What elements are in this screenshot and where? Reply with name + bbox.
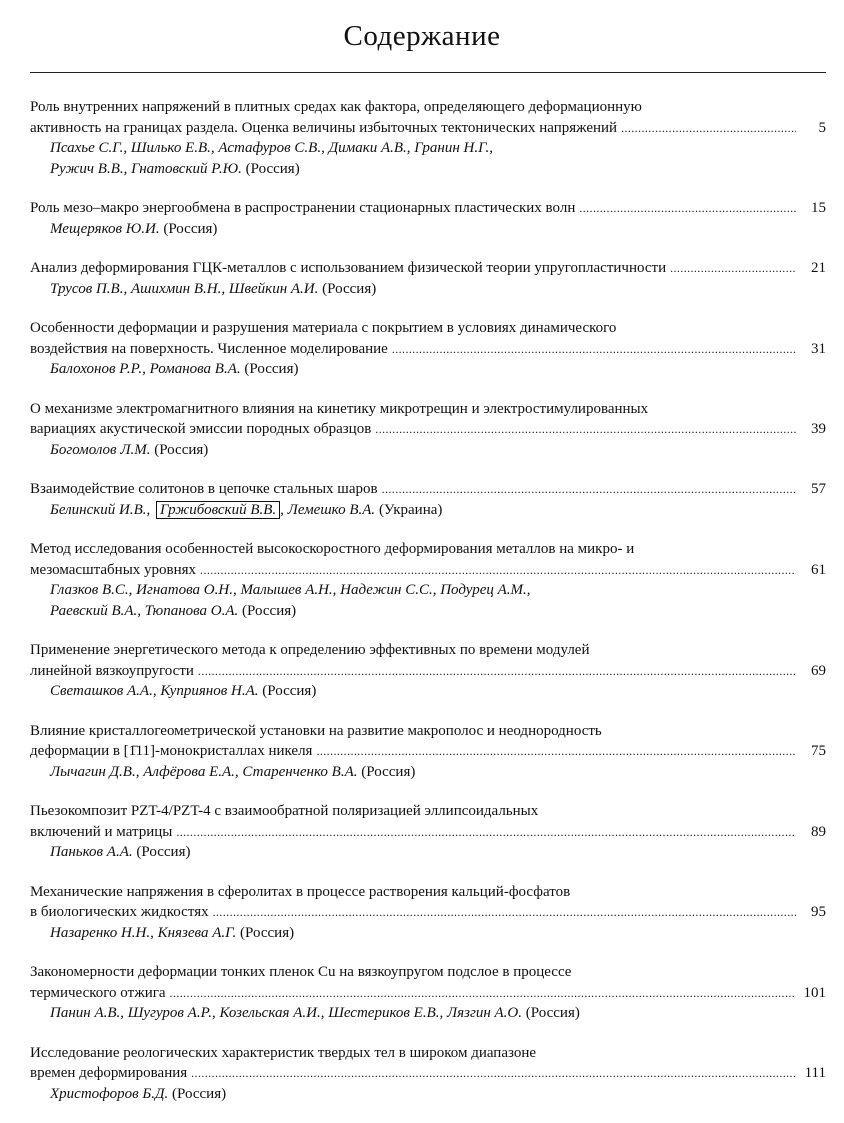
toc-entry[interactable] <box>30 882 826 944</box>
toc-entry[interactable] <box>30 1043 826 1105</box>
entry-title-line <box>30 902 826 923</box>
entry-title-line <box>30 882 826 903</box>
entry-title-line <box>30 741 826 762</box>
entry-title: Метод исследования особенностей высокоскоростного деформирования металлов на микро- и <box>30 541 635 557</box>
author-line <box>30 923 826 944</box>
table-of-contents <box>30 97 826 1123</box>
page-number: 21 <box>811 260 826 276</box>
entry-title: Роль внутренних напряжений в плитных средах как фактора, определяющего деформационную <box>30 99 642 115</box>
author-line <box>30 1084 826 1105</box>
entry-title-line <box>30 399 826 420</box>
author-country: (Россия) <box>163 220 218 237</box>
entry-title: Особенности деформации и разрушения материала с покрытием в условиях динамического <box>30 320 617 336</box>
author-names: Мещеряков Ю.И. <box>50 220 160 237</box>
author-country: (Россия) <box>245 160 300 177</box>
entry-title-line <box>30 801 826 822</box>
author-line <box>30 440 826 461</box>
author-line <box>30 762 826 783</box>
entry-title-line <box>30 560 826 581</box>
author-names: Светашков А.А., Куприянов Н.А. <box>50 683 259 699</box>
author-line <box>30 138 826 159</box>
author-names: Христофоров Б.Д. <box>50 1085 169 1102</box>
dot-leader <box>176 822 796 843</box>
entry-title: Анализ деформирования ГЦК-металлов с использованием физической теории упругопластичности <box>30 260 667 276</box>
author-country: (Россия) <box>262 683 317 699</box>
author-names: Богомолов Л.М. <box>50 441 151 458</box>
dot-leader <box>382 479 796 500</box>
entry-title: в биологических жидкостях <box>30 904 209 920</box>
author-country: (Россия) <box>240 924 295 941</box>
page-number: 95 <box>811 904 826 920</box>
toc-entry[interactable] <box>30 962 826 1024</box>
entry-title-line <box>30 539 826 560</box>
page-title: Содержание <box>343 20 501 52</box>
author-names: Белинский И.В., <box>50 501 151 518</box>
author-line <box>30 601 826 622</box>
author-country: (Россия) <box>322 280 377 297</box>
entry-title: мезомасштабных уровнях <box>30 561 197 578</box>
entry-title-line <box>30 983 826 1004</box>
author-line <box>30 159 826 180</box>
entry-title: Применение энергетического метода к определению эффективных по времени модулей <box>30 642 590 658</box>
page-number: 57 <box>811 481 826 497</box>
entry-title: Исследование реологических характеристик твердых тел в широком диапазоне <box>30 1044 537 1061</box>
entry-title-line <box>30 1063 826 1084</box>
entry-title-line <box>30 97 826 118</box>
author-names: Паньков А.А. <box>50 844 133 860</box>
author-line <box>30 279 826 300</box>
page-number: 31 <box>811 340 826 357</box>
entry-title-line <box>30 258 826 279</box>
author-names: Назаренко Н.Н., Князева А.Г. <box>50 924 237 941</box>
entry-title: деформации в [1̄11]-монокристаллах никеля <box>30 743 313 759</box>
entry-title: Роль мезо–макро энергообмена в распространении стационарных пластических волн <box>30 200 576 216</box>
entry-title: Взаимодействие солитонов в цепочке стальных шаров <box>30 481 378 497</box>
toc-entry[interactable] <box>30 539 826 621</box>
author-country: (Россия) <box>244 361 299 377</box>
dot-leader <box>213 902 796 923</box>
author-country: (Россия) <box>361 763 416 780</box>
entry-title: включений и матрицы <box>30 823 173 840</box>
page-number: 61 <box>811 561 826 578</box>
author-names: Панин А.В., Шугуров А.Р., Козельская А.И., Шестериков Е.В., Лязгин А.О. <box>50 1005 523 1021</box>
dot-leader <box>200 560 796 581</box>
author-country: (Россия) <box>136 844 191 860</box>
entry-title-line <box>30 198 826 219</box>
dot-leader <box>375 419 796 440</box>
author-country: (Украина) <box>378 501 443 518</box>
entry-title: активность на границах раздела. Оценка величины избыточных тектонических напряжений <box>30 119 618 136</box>
author-names: Трусов П.В., Ашихмин В.Н., Швейкин А.И. <box>50 280 319 297</box>
dot-leader <box>621 118 796 139</box>
author-line <box>30 842 826 863</box>
dot-leader <box>170 983 796 1004</box>
author-line <box>30 500 826 521</box>
toc-entry[interactable] <box>30 479 826 520</box>
entry-title: линейной вязкоупругости <box>30 662 194 679</box>
author-names: Ружич В.В., Гнатовский Р.Ю. <box>50 160 242 177</box>
entry-title: Пьезокомпозит PZT-4/PZT-4 с взаимообратной поляризацией эллипсоидальных <box>30 803 539 819</box>
toc-entry[interactable] <box>30 399 826 461</box>
entry-title: времен деформирования <box>30 1065 188 1081</box>
author-line <box>30 681 826 702</box>
dot-leader <box>579 198 796 219</box>
toc-entry[interactable] <box>30 640 826 702</box>
toc-entry[interactable] <box>30 97 826 179</box>
entry-title-line <box>30 339 826 360</box>
dot-leader <box>316 741 796 762</box>
entry-title-line <box>30 419 826 440</box>
entry-title: вариациях акустической эмиссии породных образцов <box>30 421 372 437</box>
author-names: Лычагин Д.В., Алфёрова Е.А., Старенченко В.А. <box>50 763 358 780</box>
toc-entry[interactable] <box>30 258 826 299</box>
entry-title: О механизме электромагнитного влияния на кинетику микротрещин и электростимулированных <box>30 400 649 417</box>
dot-leader <box>198 661 796 682</box>
page-number: 89 <box>811 823 826 840</box>
author-names: Псахье С.Г., Шилько Е.В., Астафуров С.В., Димаки А.В., Гранин Н.Г., <box>50 140 494 156</box>
author-country: (Россия) <box>154 441 209 458</box>
author-line <box>30 359 826 380</box>
dot-leader <box>191 1063 796 1084</box>
author-country: (Россия) <box>525 1005 580 1021</box>
dot-leader <box>392 339 796 360</box>
author-names: , Лемешко В.А. <box>280 501 376 518</box>
toc-entry[interactable] <box>30 198 826 239</box>
entry-title: термического отжига <box>30 984 166 1001</box>
author-line <box>30 1003 826 1024</box>
highlighted-author: Гржибовский В.В. <box>156 501 280 519</box>
title-divider <box>30 72 826 73</box>
dot-leader <box>670 258 796 279</box>
author-line <box>30 580 826 601</box>
entry-title: Механические напряжения в сферолитах в процессе растворения кальций-фосфатов <box>30 883 571 900</box>
toc-entry[interactable] <box>30 721 826 783</box>
entry-title-line <box>30 661 826 682</box>
page-number: 69 <box>811 662 826 679</box>
author-names: Глазков В.С., Игнатова О.Н., Малышев А.Н., Надежин С.С., Подурец А.М., <box>50 582 531 598</box>
toc-entry[interactable] <box>30 801 826 863</box>
entry-title: Влияние кристаллогеометрической установки на развитие макрополос и неоднородность <box>30 722 602 739</box>
entry-title: Закономерности деформации тонких пленок Cu на вязкоупругом подслое в процессе <box>30 964 572 980</box>
author-line <box>30 219 826 240</box>
entry-title-line <box>30 479 826 500</box>
author-names: Балохонов Р.Р., Романова В.А. <box>50 361 241 377</box>
page-number: 15 <box>811 200 826 216</box>
entry-title-line <box>30 640 826 661</box>
author-country: (Россия) <box>172 1085 227 1102</box>
entry-title-line <box>30 118 826 139</box>
author-country: (Россия) <box>242 602 297 619</box>
page-number: 111 <box>804 1065 826 1081</box>
page-number: 5 <box>818 119 826 136</box>
author-names: Раевский В.А., Тюпанова О.А. <box>50 602 239 619</box>
entry-title-line <box>30 962 826 983</box>
page-number: 101 <box>803 984 826 1001</box>
entry-title-line <box>30 721 826 742</box>
entry-title: воздействия на поверхность. Численное моделирование <box>30 340 388 357</box>
entry-title-line <box>30 318 826 339</box>
toc-entry[interactable] <box>30 318 826 380</box>
page-number: 39 <box>811 421 826 437</box>
page-number: 75 <box>811 743 826 759</box>
entry-title-line <box>30 1043 826 1064</box>
entry-title-line <box>30 822 826 843</box>
